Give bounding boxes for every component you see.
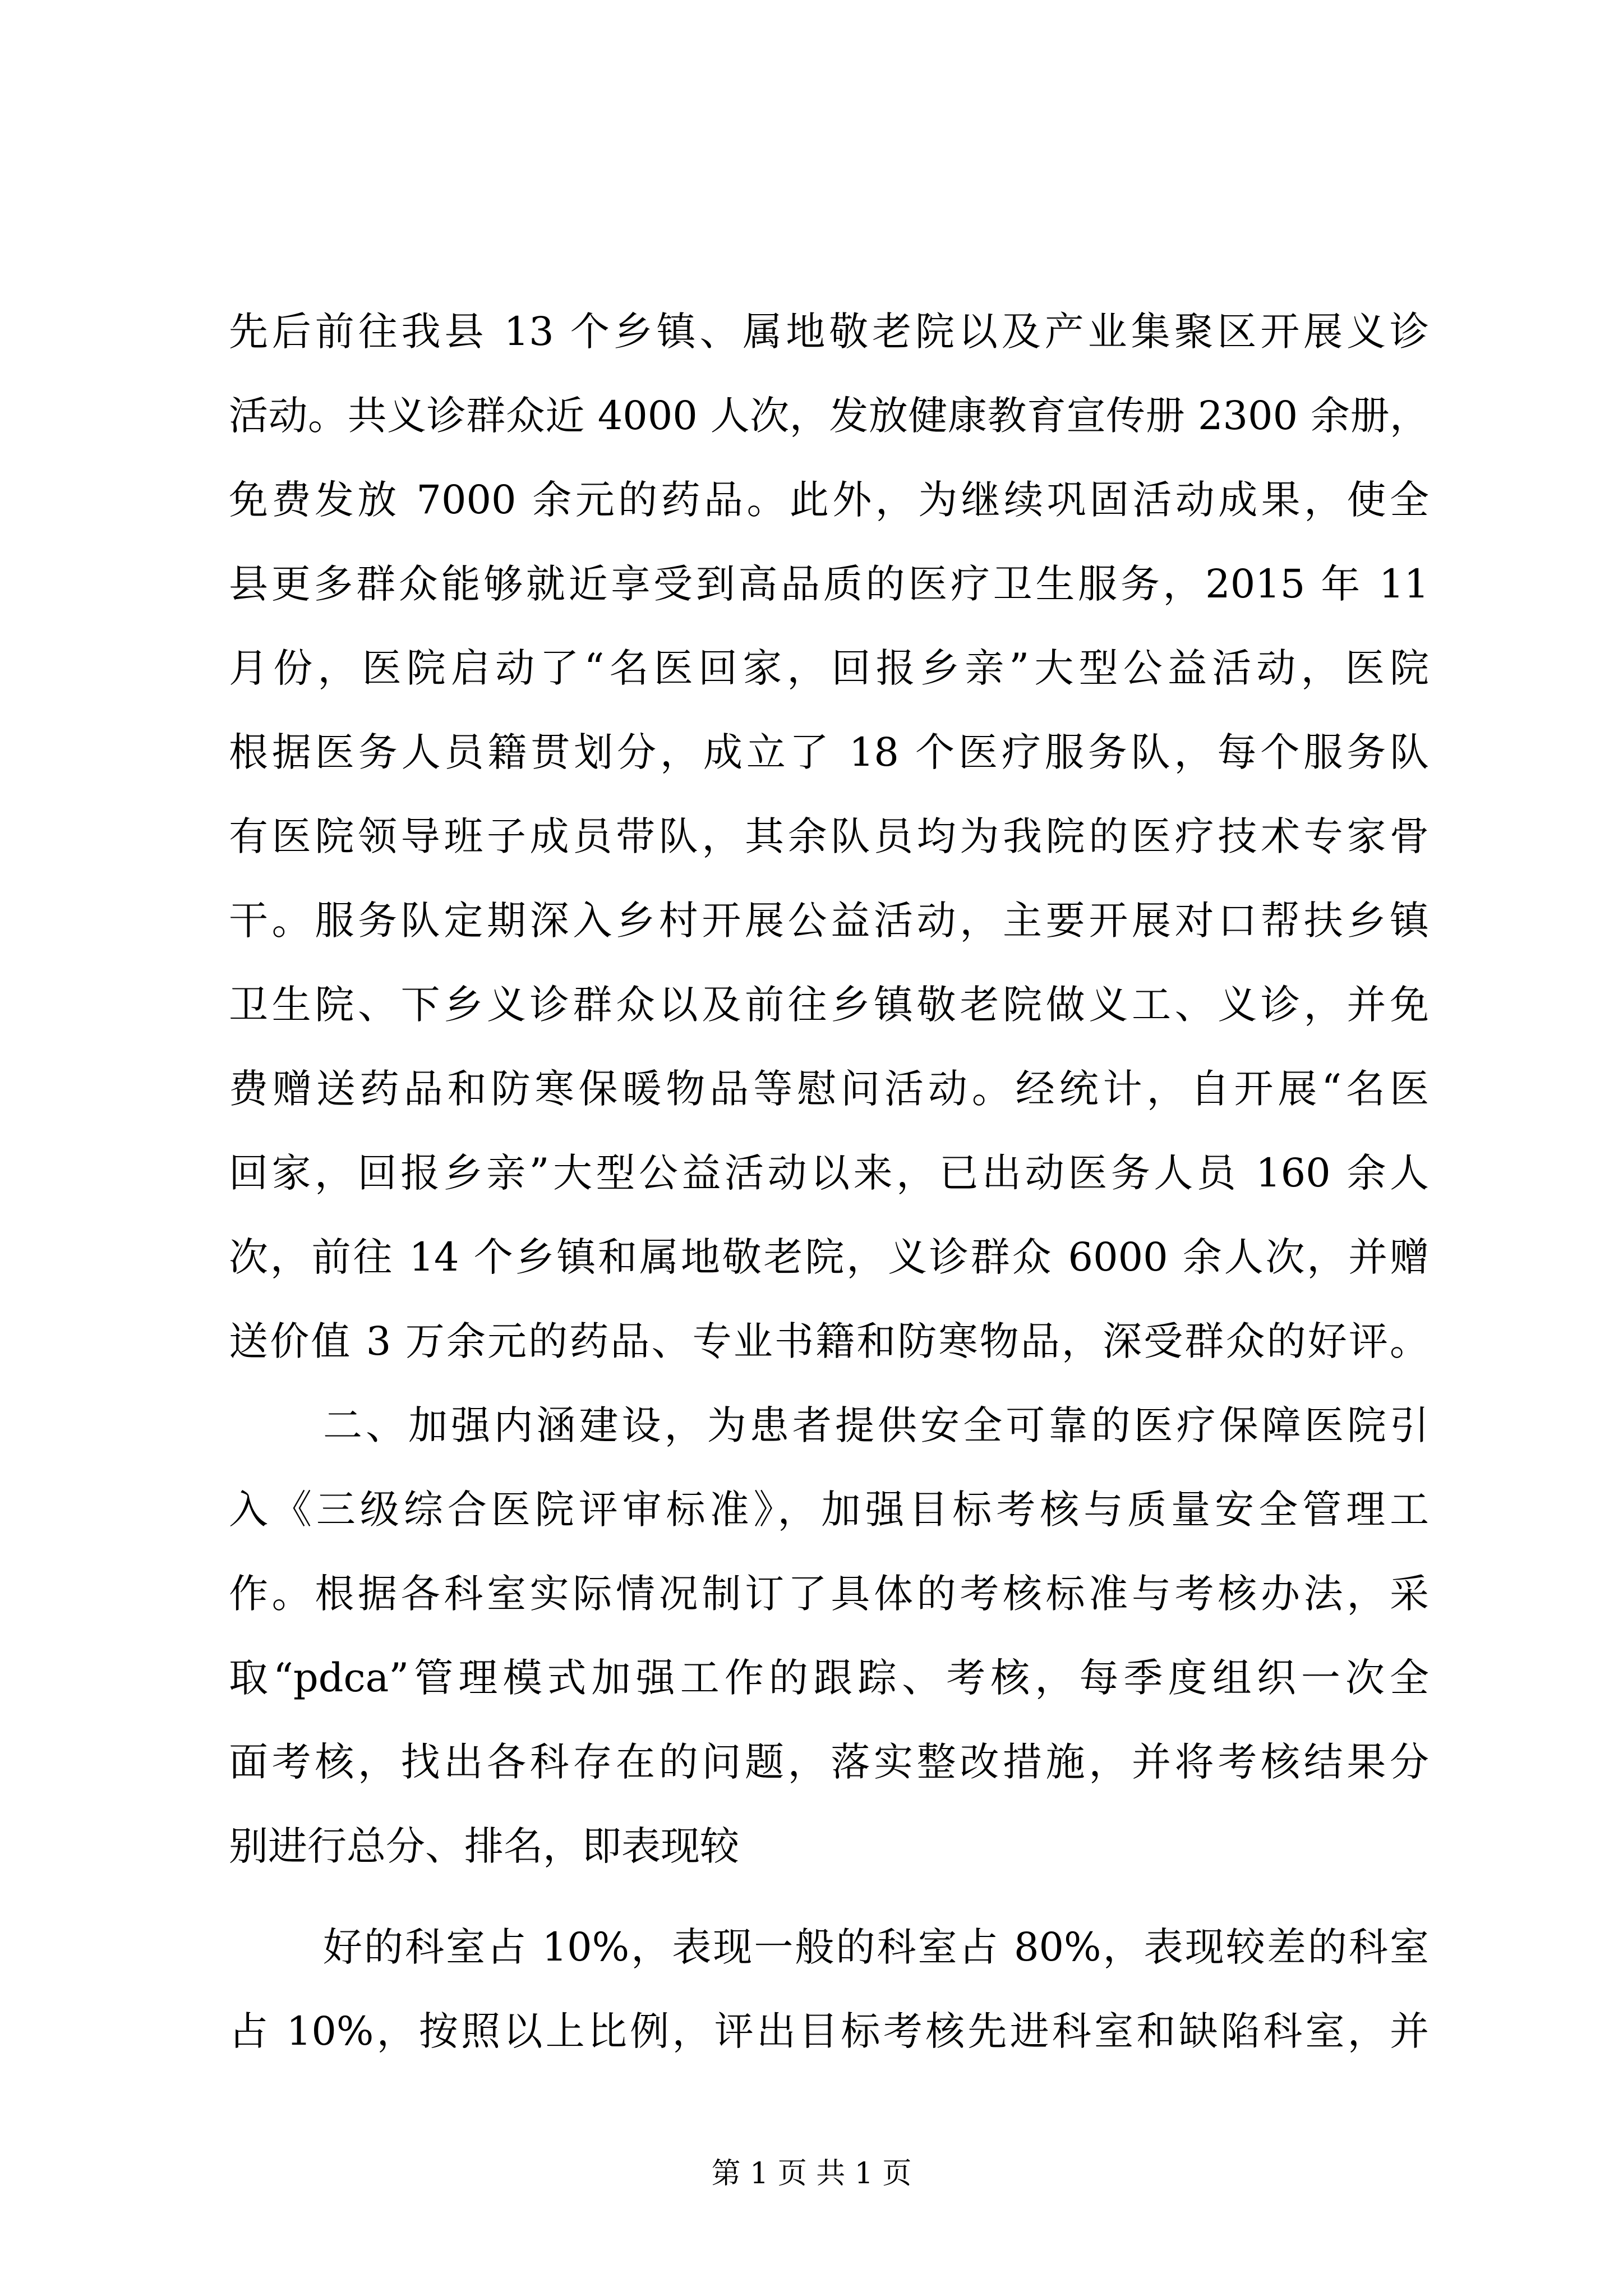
text-line: 费赠送药品和防寒保暖物品等慰问活动。经统计，自开展“名医 (229, 1066, 1429, 1112)
text-line: 县更多群众能够就近享受到高品质的医疗卫生服务，2015 年 11 (229, 561, 1429, 607)
text-line: 活动。共义诊群众近 4000 人次，发放健康教育宣传册 2300 余册， (229, 393, 1429, 439)
text-line: 入《三级综合医院评审标准》，加强目标考核与质量安全管理工 (229, 1487, 1429, 1533)
text-line: 卫生院、下乡义诊群众以及前往乡镇敬老院做义工、义诊，并免 (229, 982, 1429, 1028)
paragraph-first-line: 二、加强内涵建设，为患者提供安全可靠的医疗保障医院引 (323, 1402, 1429, 1448)
text-line: 次，前往 14 个乡镇和属地敬老院，义诊群众 6000 余人次，并赠 (229, 1234, 1429, 1280)
text-line: 取“pdca”管理模式加强工作的跟踪、考核，每季度组织一次全 (229, 1655, 1429, 1701)
text-line: 回家，回报乡亲”大型公益活动以来，已出动医务人员 160 余人 (229, 1150, 1429, 1196)
paragraph-first-line: 好的科室占 10%，表现一般的科室占 80%，表现较差的科室 (323, 1924, 1429, 1970)
text-line: 月份，医院启动了“名医回家，回报乡亲”大型公益活动，医院 (229, 645, 1429, 691)
page-footer: 第 1 页 共 1 页 (711, 2157, 912, 2191)
text-line: 占 10%，按照以上比例，评出目标考核先进科室和缺陷科室，并 (229, 2008, 1429, 2054)
text-line: 干。服务队定期深入乡村开展公益活动，主要开展对口帮扶乡镇 (229, 898, 1429, 944)
text-line: 先后前往我县 13 个乡镇、属地敬老院以及产业集聚区开展义诊 (229, 309, 1429, 355)
text-line: 面考核，找出各科存在的问题，落实整改措施，并将考核结果分 (229, 1739, 1429, 1785)
text-line: 根据医务人员籍贯划分，成立了 18 个医疗服务队，每个服务队 (229, 729, 1429, 775)
text-line: 送价值 3 万余元的药品、专业书籍和防寒物品，深受群众的好评。 (229, 1318, 1429, 1364)
text-line: 免费发放 7000 余元的药品。此外，为继续巩固活动成果，使全 (229, 477, 1429, 523)
text-line: 别进行总分、排名，即表现较 (229, 1823, 739, 1869)
text-line: 有医院领导班子成员带队，其余队员均为我院的医疗技术专家骨 (229, 813, 1429, 859)
text-line: 作。根据各科室实际情况制订了具体的考核标准与考核办法，采 (229, 1571, 1429, 1617)
